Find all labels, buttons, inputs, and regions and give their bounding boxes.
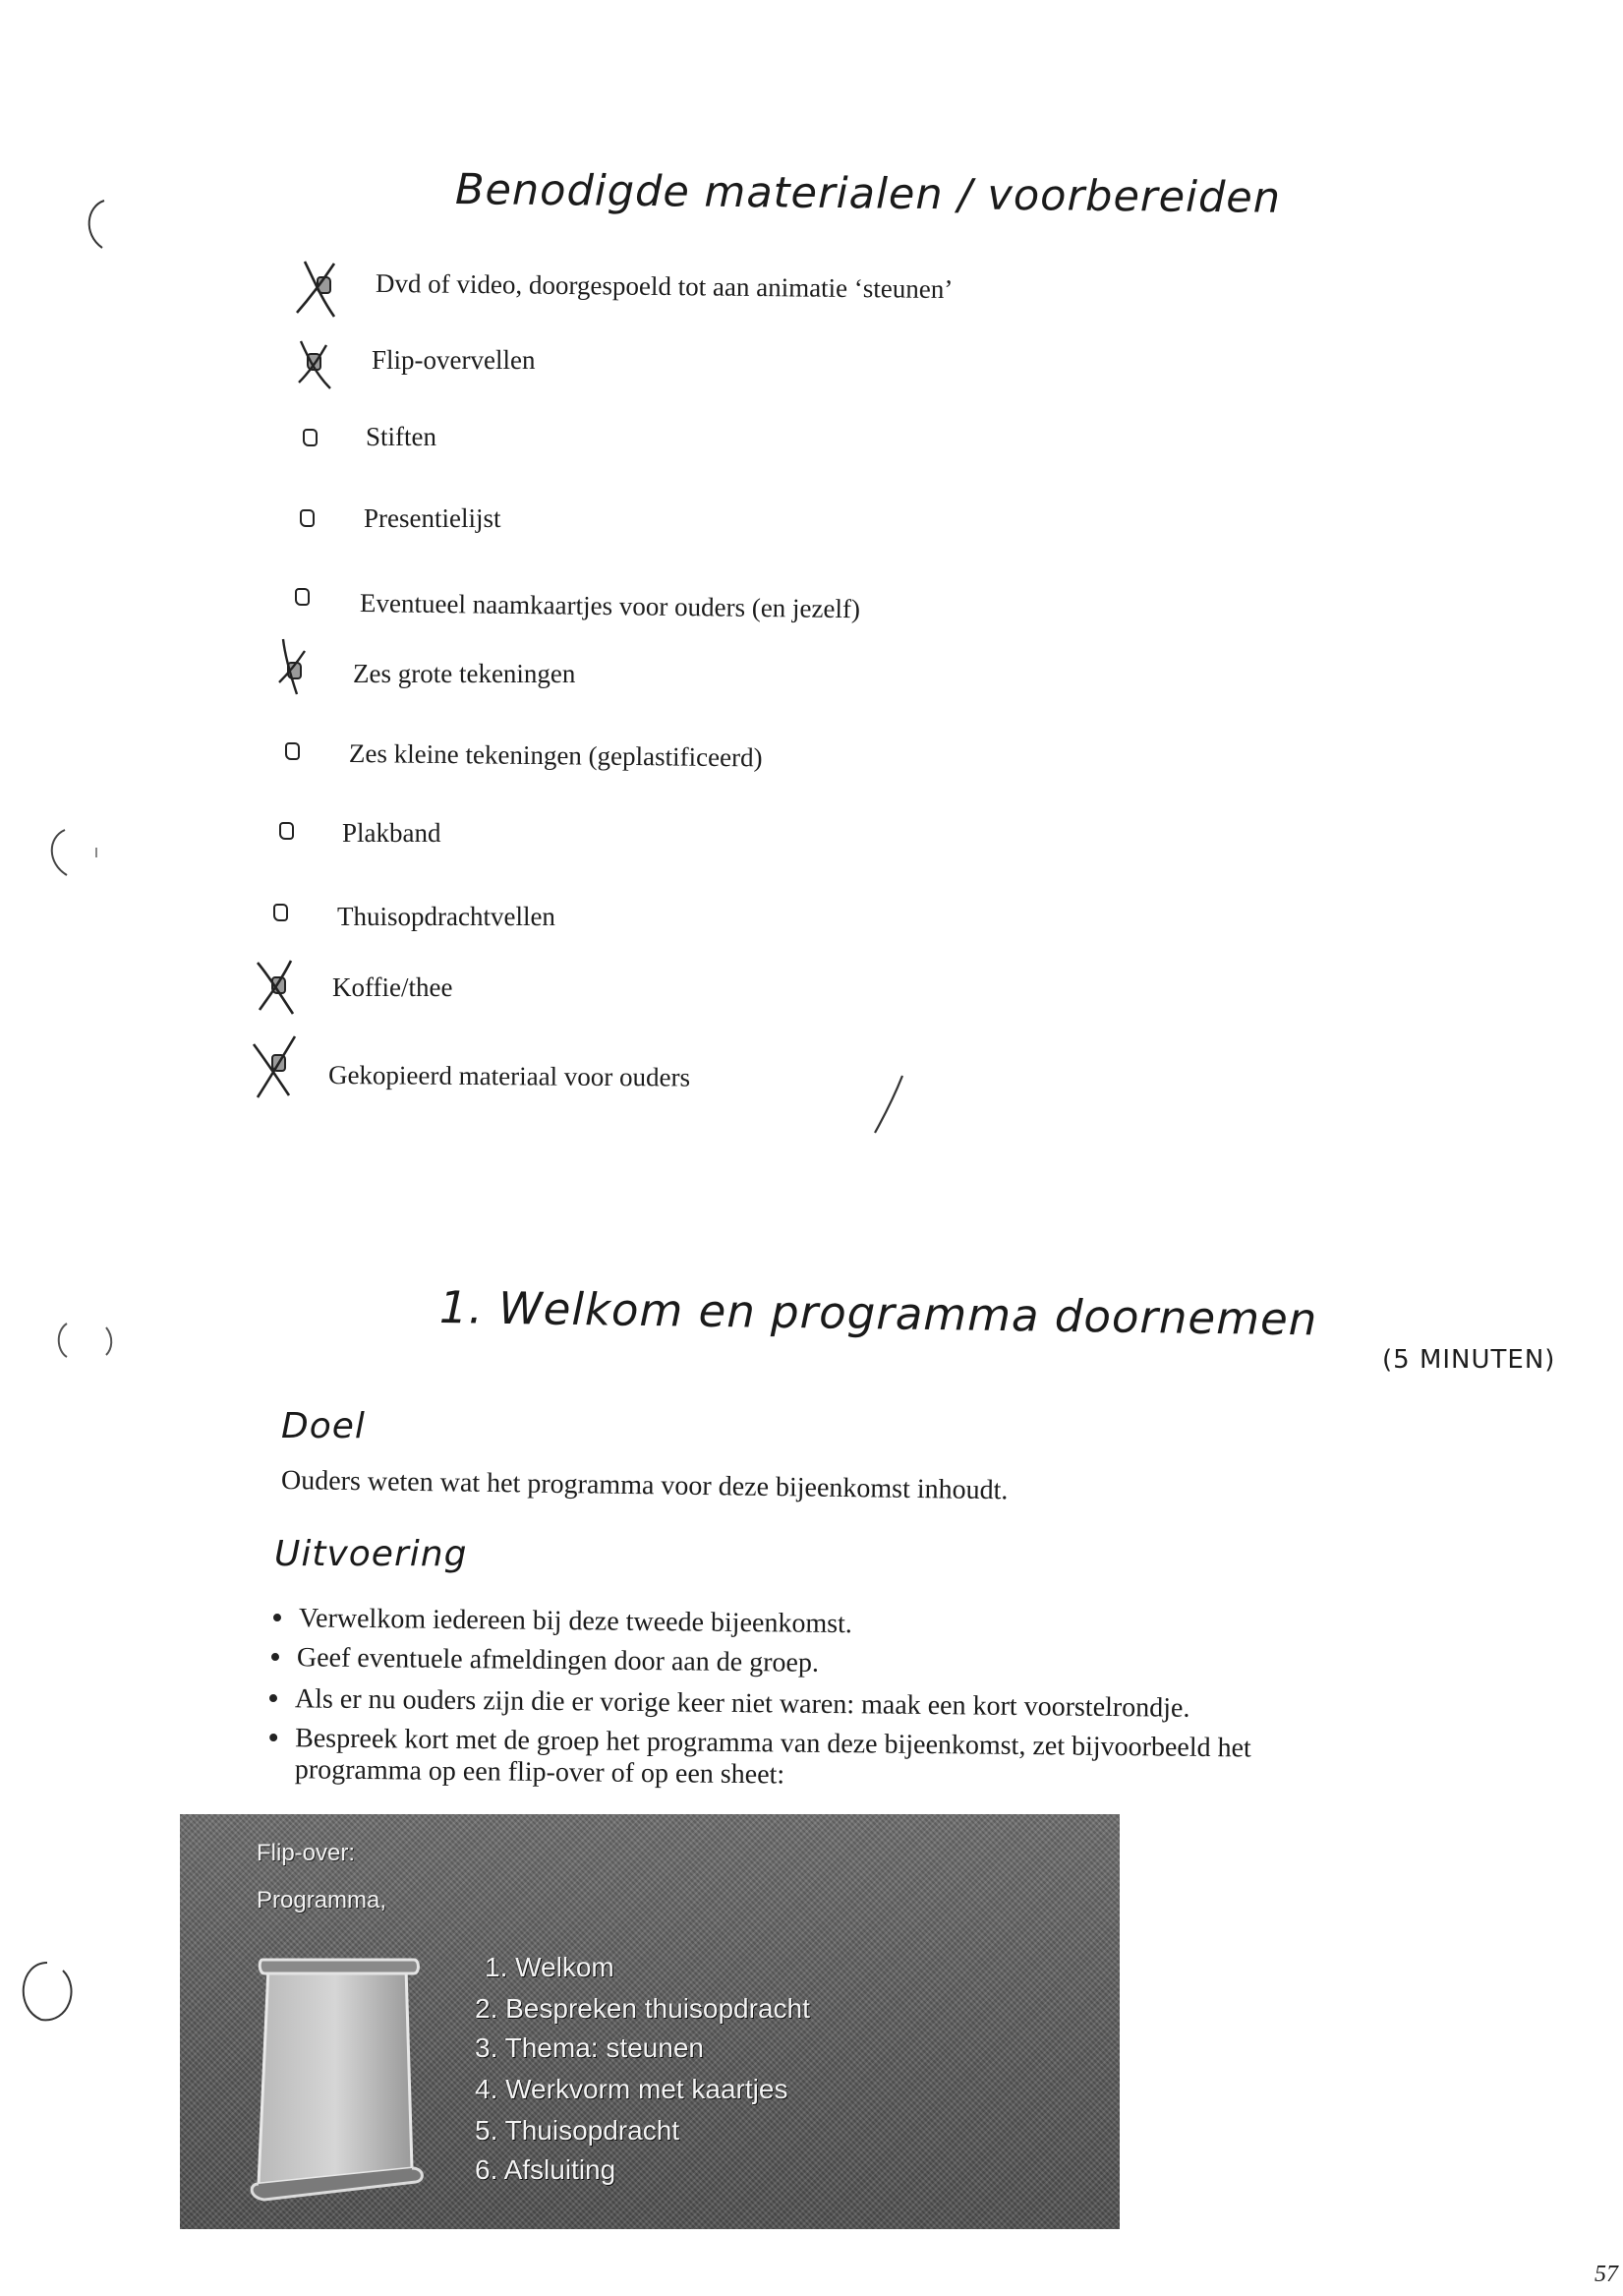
checklist-item-label: Presentielijst bbox=[364, 503, 501, 533]
section-heading: 1. Welkom en programma doornemen bbox=[438, 1281, 1318, 1346]
bullet-dot bbox=[269, 1734, 277, 1741]
checklist-item-label: Koffie/thee bbox=[332, 972, 453, 1002]
cross-mark-icon bbox=[271, 637, 320, 700]
cross-mark-icon bbox=[291, 335, 340, 394]
punch-hole-mark bbox=[77, 195, 116, 254]
checklist-item-label: Plakband bbox=[342, 818, 441, 848]
checkbox-empty[interactable] bbox=[285, 742, 300, 760]
checklist-item-label: Eventueel naamkaartjes voor ouders (en jezelf) bbox=[359, 588, 861, 624]
checkbox-empty[interactable] bbox=[295, 588, 310, 606]
program-item: 5. Thuisopdracht bbox=[475, 2115, 680, 2146]
checklist-item-label: Dvd of video, doorgespoeld tot aan animatie ‘steunen’ bbox=[375, 267, 954, 305]
flipover-program-panel bbox=[180, 1814, 1120, 2229]
checkbox-empty[interactable] bbox=[273, 904, 288, 921]
flipchart-icon bbox=[219, 1952, 435, 2208]
bullet-dot bbox=[269, 1694, 277, 1702]
checklist-item-label: Thuisopdrachtvellen bbox=[337, 902, 555, 931]
bullet-item bbox=[271, 1642, 819, 1679]
program-item: 4. Werkvorm met kaartjes bbox=[475, 2074, 788, 2104]
bullet-item bbox=[269, 1683, 1190, 1725]
page-number: 57 bbox=[1594, 2262, 1618, 2287]
bullet-text: Als er nu ouders zijn die er vorige keer niet waren: maak een kort voorstelrondje. bbox=[294, 1683, 1190, 1724]
cross-mark-icon bbox=[291, 258, 350, 321]
checkbox-empty[interactable] bbox=[303, 429, 318, 446]
checkbox-empty[interactable] bbox=[279, 822, 294, 840]
flipover-title: Flip-over: bbox=[257, 1840, 356, 1866]
bullet-text-continuation: programma op een flip-over of op een sheet: bbox=[294, 1754, 785, 1791]
program-item: 1. Welkom bbox=[485, 1952, 614, 1982]
uitvoering-heading: Uitvoering bbox=[274, 1534, 468, 1574]
punch-hole-mark bbox=[51, 1318, 120, 1367]
flipover-subtitle: Programma, bbox=[257, 1887, 387, 1913]
checklist-item-label: Zes kleine tekeningen (geplastificeerd) bbox=[348, 738, 763, 773]
program-item: 3. Thema: steunen bbox=[475, 2032, 704, 2063]
bullet-text: Verwelkom iedereen bij deze tweede bijeenkomst. bbox=[298, 1603, 853, 1640]
bullet-text: Bespreek kort met de groep het programma van deze bijeenkomst, zet bijvoorbeeld het bbox=[295, 1723, 1251, 1764]
materials-heading: Benodigde materialen / voorbereiden bbox=[454, 165, 1282, 223]
cross-mark-icon bbox=[250, 1034, 305, 1103]
cross-mark-icon bbox=[252, 957, 305, 1020]
punch-hole-mark bbox=[43, 824, 102, 883]
checklist-item-label: Zes grote tekeningen bbox=[353, 659, 576, 688]
bullet-dot bbox=[271, 1653, 279, 1661]
duration-label: (5 MINUTEN) bbox=[1382, 1345, 1556, 1375]
bullet-item bbox=[273, 1603, 852, 1640]
checkbox-empty[interactable] bbox=[300, 509, 315, 527]
checklist-item-label: Flip-overvellen bbox=[372, 345, 536, 375]
checklist-item-label: Gekopieerd materiaal voor ouders bbox=[327, 1060, 691, 1092]
pen-stroke-mark bbox=[869, 1072, 908, 1141]
program-item: 6. Afsluiting bbox=[475, 2154, 616, 2185]
checklist-item-label: Stiften bbox=[366, 422, 436, 451]
doel-heading: Doel bbox=[281, 1406, 366, 1446]
program-item: 2. Bespreken thuisopdracht bbox=[475, 1993, 810, 2024]
punch-hole-mark bbox=[12, 1959, 81, 2028]
doel-text: Ouders weten wat het programma voor deze bijeenkomst inhoudt. bbox=[280, 1465, 1009, 1506]
bullet-dot bbox=[273, 1614, 281, 1621]
bullet-text: Geef eventuele afmeldingen door aan de groep. bbox=[296, 1642, 820, 1678]
bullet-item bbox=[269, 1723, 1251, 1796]
